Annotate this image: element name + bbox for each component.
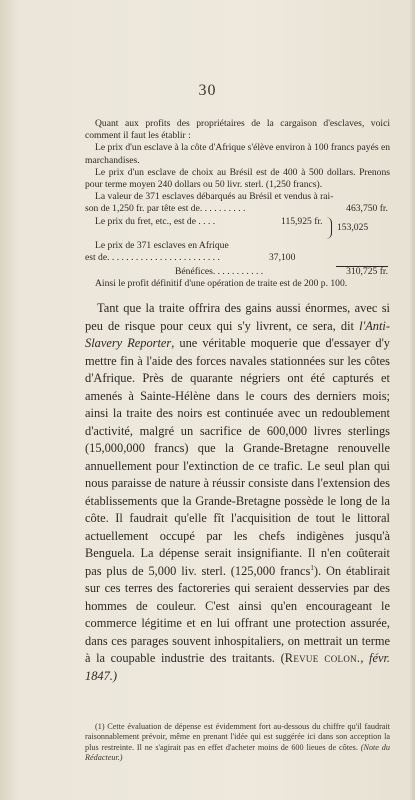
footnote-mark: (1) — [95, 722, 105, 731]
footnote-text: Cette évaluation de dépense est évidemment fort au-dessous du chiffre qu'il faudrait raisonnablement prévoir, même en prenant l'idée qui est suggérée ici dans son acception la plus restreinte. Il ne s'agirait pas en effet d'acheter moins de 600 lieues de côtes. — [85, 722, 390, 752]
footnote-paragraph — [85, 722, 390, 764]
valeur-line-1 — [85, 191, 390, 203]
benefices-row — [85, 266, 390, 278]
footnote-reference: 1 — [310, 563, 314, 572]
citation-source: Revue colon. — [284, 651, 361, 665]
main-text-part-2: , une véritable moquerie que d'essayer d'y mettre fin à l'aide des forces navales stationnées sur les côtes d'Afrique. Près de quarante négriers ont été capturés et amenés à Sainte-Hélène dans le cours des derniers mois; ainsi la traite des noirs est continuée avec un redoublement d'activité, malgré un sacrifice de 600,000 livres sterlings (15,000,000 francs) que la Grande-Bretagne renouvelle annuellement pour l'extinction de ce trafic. Le seul plan qui nous paraisse de nature à réussir consiste dans l'extension des établissements que la Grande-Bretagne possède le long de la côte. Il faudrait qu'elle fît l'acquisition de tout le littoral actuellement occupé par les chefs indigènes jusqu'à Benguela. La dépense serait insignifiante. Il n'en coûterait pas plus de 5,000 liv. sterl. (125,000 francs — [85, 336, 391, 578]
footnote-editor-note: (Note du Rédacteur.) — [85, 742, 390, 763]
esclaves-label-1: Le prix de 371 esclaves en Afrique — [95, 239, 229, 251]
esclaves-amount: 37,100 — [269, 252, 296, 264]
esclaves-label-2: est de. . . . . . . . . . . . . . . . . . . . . . . . — [85, 252, 220, 264]
valeur-line-2 — [85, 203, 390, 215]
main-text — [85, 300, 390, 685]
benefices-amount: 310,725 fr. — [346, 266, 388, 278]
intro-paragraph: Quant aux profits des propriétaires de la cargaison d'esclaves, voici comment il faut les établir : — [85, 118, 390, 142]
esclaves-cost-block — [85, 228, 390, 264]
price-africa-paragraph: Le prix d'un esclave à la côte d'Afrique s'élève environ à 100 francs payés en marchandises. — [85, 142, 391, 166]
fret-label: Le prix du fret, etc., est de . . . . — [95, 215, 216, 227]
costs-total: 153,025 — [337, 221, 369, 233]
main-text-part-3: ). On établirait sur ces terres des factoreries qui seraient desservies par des hommes de couleur. C'est ainsi qu'en encourageant le commerce légitime et en lui offrant une protection assurée, dans ces parages souvent inhospitaliers, on mettrait un terme à la coupable industrie des traitants. ( — [85, 563, 390, 665]
benefices-label: Bénéfices. . . . . . . . . . . — [175, 266, 264, 278]
valeur-text-1: La valeur de 371 esclaves débarqués au Brésil et vendus à rai- — [95, 191, 334, 203]
main-paragraph — [85, 300, 390, 685]
fret-amount: 115,925 fr. — [281, 215, 323, 227]
profit-calculation — [85, 118, 390, 291]
conclusion-line: Ainsi le profit définitif d'une opération de traite est de 200 p. 100. — [95, 278, 348, 290]
valeur-text-2: son de 1,250 fr. par tête est de. . . . . . . . . . — [85, 203, 246, 215]
page-number: 30 — [198, 82, 217, 99]
footnote — [85, 722, 390, 764]
valeur-amount: 463,750 fr. — [346, 203, 388, 215]
price-brazil-paragraph: Le prix d'un esclave de choix au Brésil est de 400 à 500 dollars. Prenons pour terme moyen 240 dollars ou 50 livr. sterl. (1,250 francs). — [85, 166, 390, 191]
citation-date: , févr. 1847.) — [85, 651, 391, 683]
main-text-part-1: Tant que la traite offrira des gains aussi énormes, avec si peu de risque pour ceux qui s'y livrent, ce sera, dit — [85, 301, 390, 333]
page-edge-shadow — [409, 0, 415, 800]
source-title: l'Anti-Slavery Reporter — [85, 318, 390, 350]
